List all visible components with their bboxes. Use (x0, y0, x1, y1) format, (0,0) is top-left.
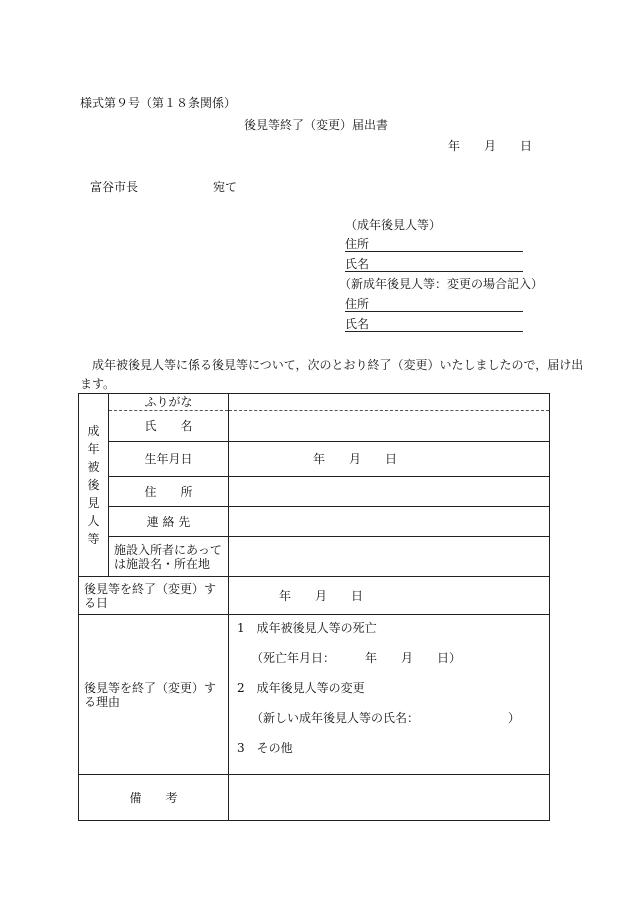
applicant-name-label: 氏名 (345, 257, 370, 271)
reason-new-guardian-close: ） (508, 711, 521, 725)
end-date-value: 年 月 日 (279, 588, 364, 603)
submission-date: 年 月 日 (448, 139, 533, 153)
notification-form-table (78, 393, 550, 821)
contact-label: 連 絡 先 (109, 507, 229, 537)
end-date-label: 後見等を終了（変更）する日 (79, 577, 229, 615)
contact-field[interactable] (229, 507, 550, 537)
applicant-heading: （成年後見人等） (345, 218, 442, 232)
reason-label: 後見等を終了（変更）する理由 (79, 615, 229, 775)
body-text-line2: ます。 (80, 377, 116, 391)
new-applicant-heading: （新成年後見人等：変更の場合記入） (339, 277, 544, 291)
reason-option-change: 2 成年後見人等の変更 (237, 681, 365, 695)
reason-option-other: 3 その他 (237, 741, 293, 755)
reason-death-date: （死亡年月日： 年 月 日） (251, 651, 462, 665)
document-title: 後見等終了（変更）届出書 (244, 118, 389, 132)
birthdate-field[interactable] (229, 442, 550, 477)
birthdate-value: 年 月 日 (313, 452, 398, 466)
new-applicant-name-label: 氏名 (345, 317, 370, 331)
subject-name-label: 氏 名 (109, 411, 229, 442)
applicant-address-label: 住所 (345, 237, 370, 251)
facility-label: 施設入所者にあっては施設名・所在地 (109, 537, 229, 577)
addressee-ate: 宛て (213, 180, 238, 194)
applicant-address-field[interactable] (345, 237, 523, 252)
applicant-name-field[interactable] (345, 257, 523, 272)
remarks-field[interactable] (229, 775, 550, 821)
birthdate-label: 生年月日 (109, 442, 229, 477)
facility-field[interactable] (229, 537, 550, 577)
new-applicant-name-field[interactable] (345, 317, 523, 332)
new-applicant-address-label: 住所 (345, 297, 370, 311)
remarks-label: 備 考 (79, 775, 229, 821)
furigana-label: ふりがな (109, 394, 229, 411)
subject-address-field[interactable] (229, 477, 550, 507)
furigana-field[interactable] (229, 394, 550, 411)
subject-group-label: 成年被後見人等 (79, 394, 109, 577)
reason-field[interactable] (229, 615, 550, 775)
addressee-mayor: 富谷市長 (90, 180, 139, 194)
subject-address-label: 住 所 (109, 477, 229, 507)
body-text-line1: 成年被後見人等に係る後見等について，次のとおり終了（変更）いたしましたので，届け出 (92, 358, 584, 372)
end-date-field[interactable] (229, 577, 550, 615)
form-number: 様式第９号（第１８条関係） (80, 96, 237, 110)
new-applicant-address-field[interactable] (345, 297, 523, 312)
reason-option-death: 1 成年被後見人等の死亡 (237, 621, 377, 635)
reason-new-guardian-name: （新しい成年後見人等の氏名： (251, 711, 420, 725)
subject-name-field[interactable] (229, 411, 550, 442)
